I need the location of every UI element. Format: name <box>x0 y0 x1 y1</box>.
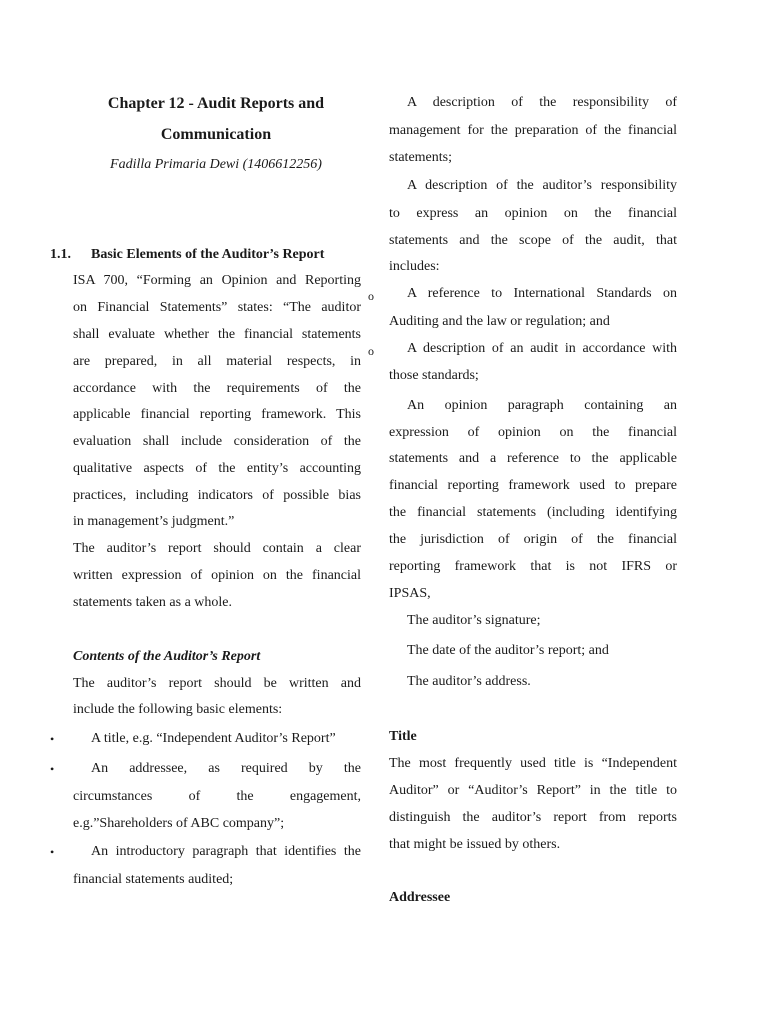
title-heading: Title <box>389 729 417 744</box>
section-heading: Basic Elements of the Auditor’s Report <box>91 247 325 262</box>
management-line: management for the preparation of the financial <box>389 123 677 138</box>
sub-item-audit-description: those standards; <box>389 368 479 383</box>
contents-intro-line: The auditor’s report should be written and <box>73 676 361 691</box>
opinion-line: reporting framework that is not IFRS or <box>389 559 677 574</box>
bullet-item-addressee: circumstances of the engagement, <box>73 789 361 804</box>
document-title-line-1: Chapter 12 - Audit Reports and <box>107 95 325 112</box>
addressee-heading: Addressee <box>389 890 451 905</box>
isa-quote-line: in management’s judgment.” <box>73 514 235 529</box>
auditor-responsibility-line: includes: <box>389 259 440 274</box>
opinion-line: the financial statements (including identifying <box>389 505 677 520</box>
isa-quote-line: practices, including indicators of possible bias <box>73 488 361 503</box>
circle-bullet-icon: o <box>368 344 374 358</box>
management-line: A description of the responsibility of <box>407 95 677 110</box>
title-paragraph-line: The most frequently used title is “Independent <box>389 756 677 771</box>
isa-quote-line: on Financial Statements” states: “The auditor <box>73 300 361 315</box>
management-line: statements; <box>389 150 452 165</box>
title-paragraph-line: that might be issued by others. <box>389 837 561 852</box>
isa-quote-line: accordance with the requirements of the <box>73 381 361 396</box>
opinion-line: An opinion paragraph containing an <box>407 398 677 413</box>
bullet-item-addressee: An addressee, as required by the <box>91 761 361 776</box>
date-item: The date of the auditor’s report; and <box>407 643 609 658</box>
isa-quote-line: shall evaluate whether the financial statements <box>73 327 361 342</box>
circle-bullet-icon: o <box>368 289 374 303</box>
signature-item: The auditor’s signature; <box>407 613 541 628</box>
isa-quote-line: ISA 700, “Forming an Opinion and Reporting <box>73 273 361 288</box>
bullet-item-addressee: e.g.”Shareholders of ABC company”; <box>73 816 285 831</box>
opinion-statement-line: statements taken as a whole. <box>73 595 233 610</box>
contents-intro-line: include the following basic elements: <box>73 702 283 717</box>
bullet-item-introductory: An introductory paragraph that identifies the <box>91 844 361 859</box>
isa-quote-line: are prepared, in all material respects, in <box>73 354 361 369</box>
author-line: Fadilla Primaria Dewi (1406612256) <box>110 157 322 172</box>
opinion-line: statements and a reference to the applicable <box>389 451 677 466</box>
sub-item-isa-reference: A reference to International Standards on <box>407 286 677 301</box>
contents-heading: Contents of the Auditor’s Report <box>73 649 261 664</box>
opinion-statement-line: written expression of opinion on the financial <box>73 568 361 583</box>
title-paragraph-line: Auditor” or “Auditor’s Report” in the title to <box>389 783 677 798</box>
title-paragraph-line: distinguish the auditor’s report from reports <box>389 810 677 825</box>
sub-item-audit-description: A description of an audit in accordance with <box>407 341 677 356</box>
opinion-line: IPSAS, <box>389 586 431 601</box>
section-number: 1.1. <box>50 247 71 262</box>
auditor-responsibility-line: statements and the scope of the audit, that <box>389 233 677 248</box>
isa-quote-line: applicable financial reporting framework. This <box>73 407 361 422</box>
sub-item-isa-reference: Auditing and the law or regulation; and <box>389 314 610 329</box>
bullet-icon: • <box>50 845 55 859</box>
address-item: The auditor’s address. <box>407 674 531 689</box>
bullet-icon: • <box>50 732 55 746</box>
document-title-line-2: Communication <box>160 126 272 143</box>
bullet-icon: • <box>50 762 55 776</box>
opinion-line: financial reporting framework used to prepare <box>389 478 677 493</box>
opinion-statement-line: The auditor’s report should contain a clear <box>73 541 361 556</box>
opinion-line: expression of opinion on the financial <box>389 425 677 440</box>
bullet-item-title: A title, e.g. “Independent Auditor’s Report” <box>91 731 336 746</box>
auditor-responsibility-line: A description of the auditor’s responsibility <box>407 178 677 193</box>
opinion-line: the jurisdiction of origin of the financial <box>389 532 677 547</box>
bullet-item-introductory: financial statements audited; <box>73 872 234 887</box>
isa-quote-line: qualitative aspects of the entity’s accounting <box>73 461 361 476</box>
isa-quote-line: evaluation shall include consideration of the <box>73 434 361 449</box>
auditor-responsibility-line: to express an opinion on the financial <box>389 206 677 221</box>
